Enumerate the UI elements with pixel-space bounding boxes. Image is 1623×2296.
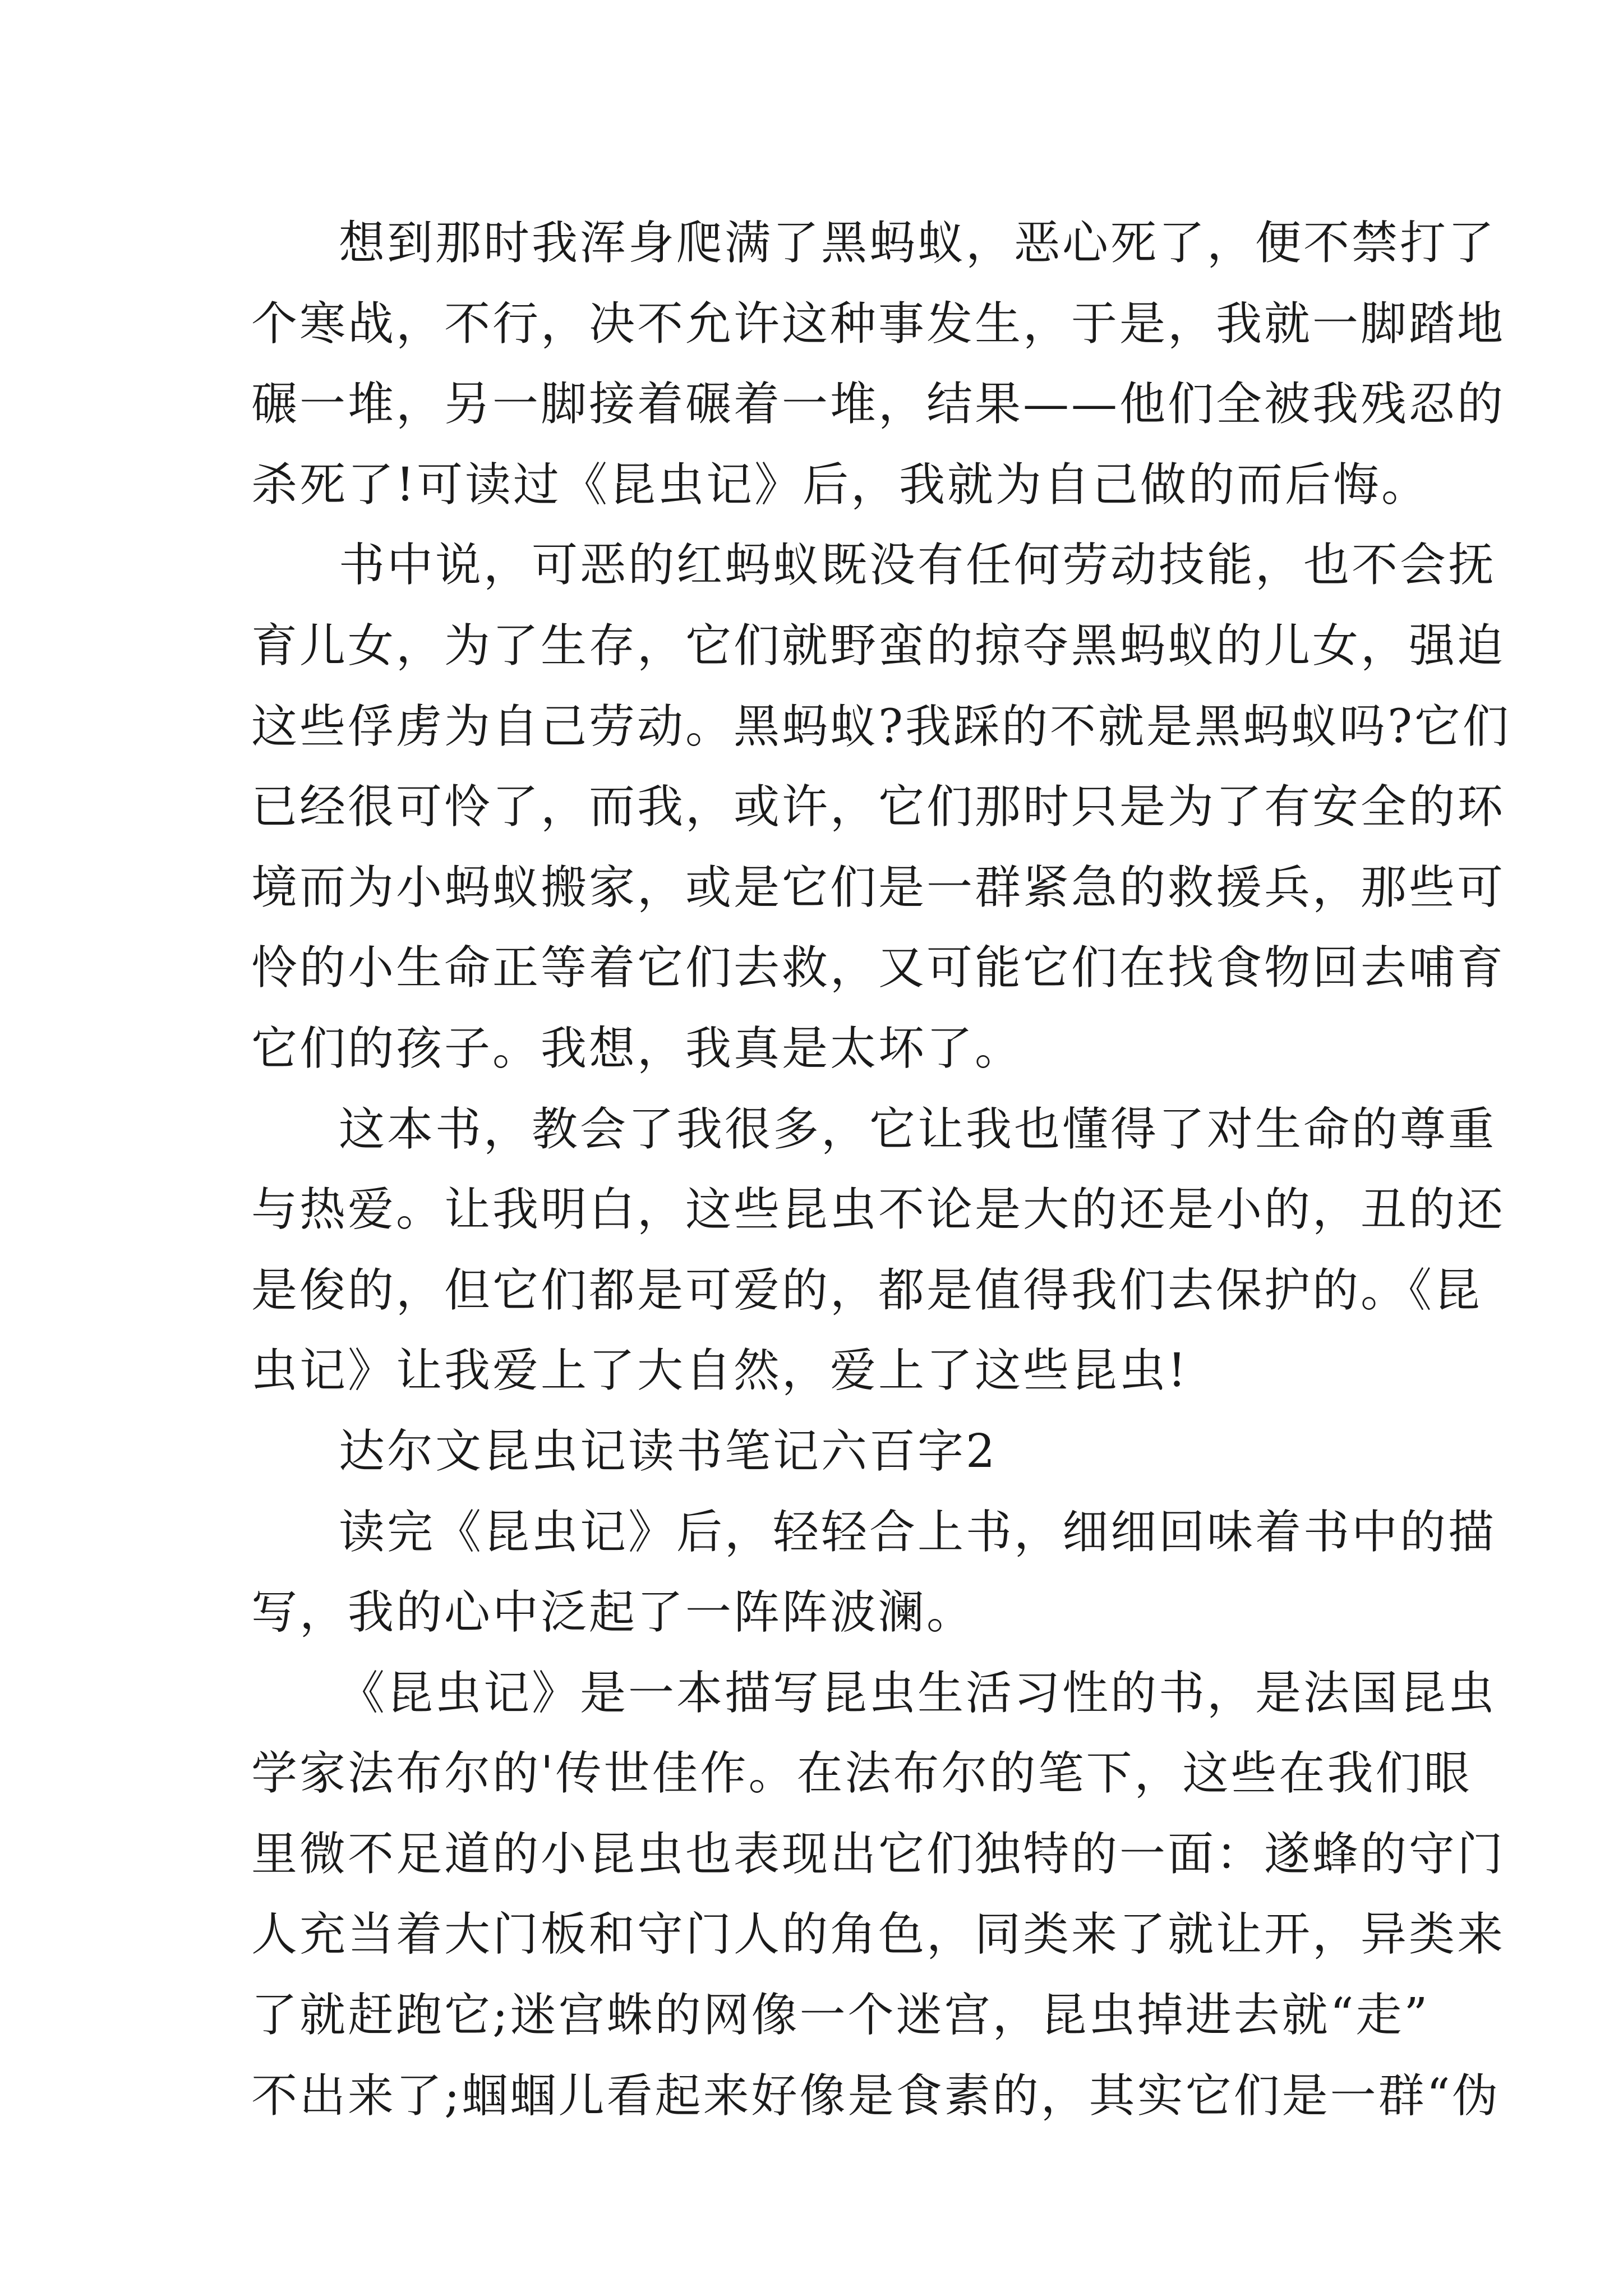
text-line: 怜的小生命正等着它们去救，又可能它们在找食物回去哺育: [251, 941, 1506, 995]
text-line: 里微不足道的小昆虫也表现出它们独特的一面：遂蜂的守门: [251, 1827, 1506, 1881]
text-line: 它们的孩子。我想，我真是太坏了。: [251, 1022, 1023, 1075]
text-line: 这些俘虏为自己劳动。黑蚂蚁?我踩的不就是黑蚂蚁吗?它们: [251, 700, 1511, 753]
text-line: 虫记》让我爱上了大自然，爱上了这些昆虫!: [251, 1344, 1188, 1398]
paragraph: [251, 1089, 1506, 1411]
text-line: 读完《昆虫记》后，轻轻合上书，细细回味着书中的描: [339, 1505, 1497, 1559]
document-body: [251, 203, 1511, 2136]
text-line: 育儿女，为了生存，它们就野蛮的掠夺黑蚂蚁的儿女，强迫: [251, 619, 1506, 673]
text-line: 境而为小蚂蚁搬家，或是它们是一群紧急的救援兵，那些可: [251, 861, 1506, 914]
paragraph: [251, 1492, 1497, 1653]
text-line: 书中说，可恶的红蚂蚁既没有任何劳动技能，也不会抚: [339, 539, 1497, 592]
text-line: 与热爱。让我明白，这些昆虫不论是大的还是小的，丑的还: [251, 1183, 1506, 1237]
text-line: 是俊的，但它们都是可爱的，都是值得我们去保护的。《昆: [251, 1263, 1483, 1317]
text-line: 碾一堆，另一脚接着碾着一堆，结果——他们全被我残忍的: [251, 378, 1506, 431]
section-heading: 达尔文昆虫记读书笔记六百字2: [339, 1424, 998, 1478]
text-line: 《昆虫记》是一本描写昆虫生活习性的书，是法国昆虫: [339, 1666, 1497, 1720]
text-line: 了就赶跑它;迷宫蛛的网像一个迷宫，昆虫掉进去就“走”: [251, 1989, 1430, 2042]
text-line: 杀死了!可读过《昆虫记》后，我就为自己做的而后悔。: [251, 458, 1430, 512]
text-line: 想到那时我浑身爬满了黑蚂蚁，恶心死了，便不禁打了: [339, 217, 1497, 270]
paragraph: [251, 203, 1506, 525]
text-line: 人充当着大门板和守门人的角色，同类来了就让开，异类来: [251, 1908, 1506, 1962]
text-line: 个寒战，不行，决不允许这种事发生，于是，我就一脚踏地: [251, 297, 1506, 351]
text-line: 不出来了;蝈蝈儿看起来好像是食素的，其实它们是一群“伪: [251, 2069, 1501, 2123]
text-line: 学家法布尔的'传世佳作。在法布尔的笔下，这些在我们眼: [251, 1747, 1472, 1801]
paragraph: [251, 1653, 1506, 2137]
text-line: 写，我的心中泛起了一阵阵波澜。: [251, 1586, 975, 1640]
text-line: 已经很可怜了，而我，或许，它们那时只是为了有安全的环: [251, 780, 1506, 834]
paragraph: [251, 525, 1511, 1089]
text-line: 这本书，教会了我很多，它让我也懂得了对生命的尊重: [339, 1102, 1497, 1156]
